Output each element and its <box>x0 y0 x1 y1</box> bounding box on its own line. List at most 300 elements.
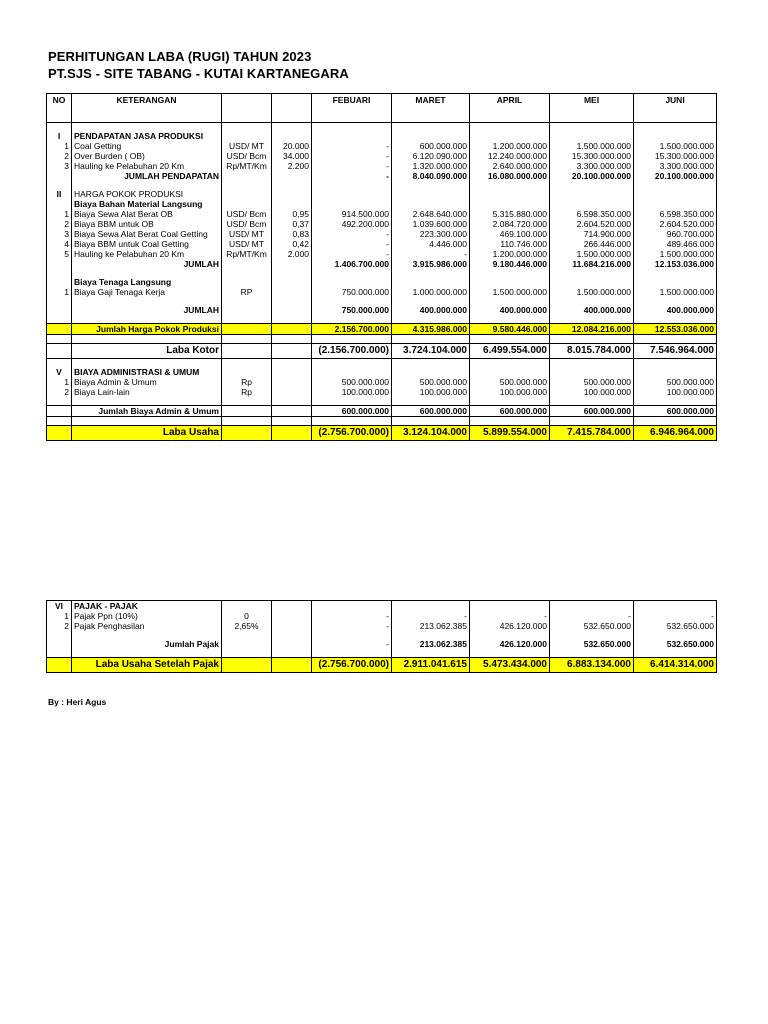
column-header: MARET <box>392 94 470 123</box>
table-cell: 5.899.554.000 <box>470 426 550 441</box>
table-cell: 266.446.000 <box>550 239 634 249</box>
table-cell <box>272 287 312 297</box>
table-cell: - <box>312 249 392 259</box>
table-cell: - <box>312 151 392 161</box>
tax-table <box>46 600 717 673</box>
table-cell <box>550 335 634 344</box>
table-cell: 0,83 <box>272 229 312 239</box>
table-cell <box>634 631 717 639</box>
table-row <box>47 181 717 189</box>
table-cell: 223.300.000 <box>392 229 470 239</box>
table-cell <box>470 601 550 612</box>
table-row <box>47 259 717 269</box>
table-cell <box>222 305 272 315</box>
table-row <box>47 141 717 151</box>
table-row <box>47 269 717 277</box>
table-cell <box>392 601 470 612</box>
table-cell <box>72 335 222 344</box>
table-row <box>47 406 717 417</box>
table-cell: Jumlah Biaya Admin & Umum <box>72 406 222 417</box>
table-cell <box>550 123 634 132</box>
table-cell: 500.000.000 <box>634 377 717 387</box>
table-cell <box>47 406 72 417</box>
table-cell <box>634 649 717 658</box>
table-cell <box>392 649 470 658</box>
table-cell: 2.084.720.000 <box>470 219 550 229</box>
table-cell: Hauling ke Pelabuhan 20 Km <box>72 161 222 171</box>
table-cell <box>312 397 392 406</box>
table-cell <box>550 277 634 287</box>
table-row <box>47 377 717 387</box>
table-cell <box>222 397 272 406</box>
table-cell <box>222 181 272 189</box>
table-cell <box>272 649 312 658</box>
table-cell: 1.000.000.000 <box>392 287 470 297</box>
table-cell: Laba Usaha <box>72 426 222 441</box>
table-cell: 1 <box>47 611 72 621</box>
table-cell <box>222 259 272 269</box>
table-cell <box>272 387 312 397</box>
table-cell <box>312 297 392 305</box>
table-cell <box>272 359 312 368</box>
table-row <box>47 189 717 199</box>
table-cell: JUMLAH <box>72 259 222 269</box>
table-cell: 20.000 <box>272 141 312 151</box>
table-cell <box>550 397 634 406</box>
table-cell <box>222 426 272 441</box>
table-cell: 2 <box>47 387 72 397</box>
table-cell <box>47 344 72 359</box>
table-cell: 6.946.964.000 <box>634 426 717 441</box>
table-cell: - <box>392 249 470 259</box>
table-cell: 2.604.520.000 <box>550 219 634 229</box>
table-cell: 1.500.000.000 <box>470 287 550 297</box>
table-cell: 914.500.000 <box>312 209 392 219</box>
table-cell <box>222 658 272 673</box>
table-cell: 213.062.385 <box>392 621 470 631</box>
table-cell <box>634 181 717 189</box>
table-cell: 15.300.000.000 <box>634 151 717 161</box>
table-cell: 3.300.000.000 <box>634 161 717 171</box>
table-cell <box>47 397 72 406</box>
table-row <box>47 161 717 171</box>
table-cell <box>272 397 312 406</box>
table-cell: JUMLAH <box>72 305 222 315</box>
table-cell <box>550 359 634 368</box>
table-cell <box>312 417 392 426</box>
table-cell: 1.200.000.000 <box>470 249 550 259</box>
table-cell <box>47 649 72 658</box>
table-row <box>47 209 717 219</box>
table-cell <box>634 297 717 305</box>
table-cell: 714.900.000 <box>550 229 634 239</box>
table-cell: 2.000 <box>272 249 312 259</box>
table-cell: 600.000.000 <box>470 406 550 417</box>
table-row <box>47 335 717 344</box>
table-cell <box>272 377 312 387</box>
table-cell: 2.604.520.000 <box>634 219 717 229</box>
table-cell <box>72 359 222 368</box>
table-cell: 7.546.964.000 <box>634 344 717 359</box>
table-row <box>47 277 717 287</box>
table-cell <box>392 123 470 132</box>
table-row <box>47 249 717 259</box>
table-cell <box>470 199 550 209</box>
table-cell: 1.500.000.000 <box>634 141 717 151</box>
table-cell: 20.100.000.000 <box>634 171 717 181</box>
table-row <box>47 359 717 368</box>
table-cell: 6.883.134.000 <box>550 658 634 673</box>
table-cell: PAJAK - PAJAK <box>72 601 222 612</box>
table-cell <box>272 269 312 277</box>
table-cell <box>272 277 312 287</box>
table-cell <box>392 359 470 368</box>
table-cell <box>272 189 312 199</box>
table-cell: Rp/MT/Km <box>222 249 272 259</box>
table-cell: 12.553.036.000 <box>634 324 717 335</box>
table-cell <box>470 397 550 406</box>
table-row <box>47 219 717 229</box>
table-cell <box>222 131 272 141</box>
table-row <box>47 649 717 658</box>
table-cell: 500.000.000 <box>550 377 634 387</box>
table-cell: 1.500.000.000 <box>550 287 634 297</box>
table-cell <box>550 631 634 639</box>
table-cell <box>272 199 312 209</box>
table-cell: 3.300.000.000 <box>550 161 634 171</box>
table-cell <box>72 269 222 277</box>
table-cell <box>272 131 312 141</box>
table-cell <box>312 181 392 189</box>
column-header: NO <box>47 94 72 123</box>
table-cell <box>272 621 312 631</box>
table-cell <box>392 335 470 344</box>
table-cell <box>550 131 634 141</box>
table-cell: 6.499.554.000 <box>470 344 550 359</box>
table-cell <box>634 269 717 277</box>
table-cell <box>272 305 312 315</box>
table-row <box>47 199 717 209</box>
table-cell <box>47 324 72 335</box>
table-cell: 400.000.000 <box>470 305 550 315</box>
table-cell <box>634 601 717 612</box>
table-cell: 2.640.000.000 <box>470 161 550 171</box>
table-cell <box>392 181 470 189</box>
table-cell <box>634 123 717 132</box>
table-cell <box>392 297 470 305</box>
table-cell: 0 <box>222 611 272 621</box>
table-cell: 11.684.216.000 <box>550 259 634 269</box>
table-cell: 3 <box>47 229 72 239</box>
table-cell: Hauling ke Pelabuhan 20 Km <box>72 249 222 259</box>
table-row <box>47 123 717 132</box>
table-cell: 2 <box>47 621 72 631</box>
table-cell: 100.000.000 <box>470 387 550 397</box>
table-cell <box>470 335 550 344</box>
table-cell <box>47 359 72 368</box>
table-cell: 1.500.000.000 <box>634 249 717 259</box>
table-cell: Rp/MT/Km <box>222 161 272 171</box>
table-cell <box>222 123 272 132</box>
table-cell: 20.100.000.000 <box>550 171 634 181</box>
table-cell: RP <box>222 287 272 297</box>
table-cell <box>47 181 72 189</box>
table-cell: 5.315.880.000 <box>470 209 550 219</box>
table-cell: 426.120.000 <box>470 621 550 631</box>
table-cell <box>470 417 550 426</box>
table-cell: 100.000.000 <box>392 387 470 397</box>
table-cell: 3.915.986.000 <box>392 259 470 269</box>
table-cell <box>47 631 72 639</box>
table-cell: 5 <box>47 249 72 259</box>
table-cell <box>222 315 272 324</box>
table-row <box>47 131 717 141</box>
table-cell: Laba Kotor <box>72 344 222 359</box>
table-cell <box>47 171 72 181</box>
table-cell <box>470 315 550 324</box>
table-cell: I <box>47 131 72 141</box>
table-cell: - <box>634 611 717 621</box>
table-cell <box>634 277 717 287</box>
profit-loss-table <box>46 93 717 441</box>
report-title: PERHITUNGAN LABA (RUGI) TAHUN 2023 <box>48 49 312 64</box>
table-cell: 489.466.000 <box>634 239 717 249</box>
table-row <box>47 171 717 181</box>
table-cell <box>222 171 272 181</box>
column-header: APRIL <box>470 94 550 123</box>
table-cell: 3.724.104.000 <box>392 344 470 359</box>
table-cell: 532.650.000 <box>550 621 634 631</box>
table-cell: BIAYA ADMINISTRASI & UMUM <box>72 367 222 377</box>
table-cell: 15.300.000.000 <box>550 151 634 161</box>
table-cell <box>550 269 634 277</box>
table-cell: USD/ MT <box>222 141 272 151</box>
table-cell: 2 <box>47 151 72 161</box>
table-cell: 6.598.350.000 <box>550 209 634 219</box>
table-cell: 5.473.434.000 <box>470 658 550 673</box>
table-cell <box>222 417 272 426</box>
table-cell: Laba Usaha Setelah Pajak <box>72 658 222 673</box>
table-cell: 1.039.600.000 <box>392 219 470 229</box>
table-cell <box>312 631 392 639</box>
table-cell <box>47 199 72 209</box>
table-cell <box>272 259 312 269</box>
table-cell <box>392 277 470 287</box>
table-cell: USD/ Bcm <box>222 151 272 161</box>
table-cell <box>550 181 634 189</box>
table-cell <box>470 367 550 377</box>
table-cell <box>312 199 392 209</box>
table-row <box>47 367 717 377</box>
table-cell <box>550 367 634 377</box>
table-cell: 1.500.000.000 <box>550 141 634 151</box>
table-cell <box>222 199 272 209</box>
table-cell: Pajak Ppn (10%) <box>72 611 222 621</box>
table-cell: PENDAPATAN JASA PRODUKSI <box>72 131 222 141</box>
table-cell: Biaya Bahan Material Langsung <box>72 199 222 209</box>
table-cell <box>272 639 312 649</box>
table-cell: 469.100.000 <box>470 229 550 239</box>
table-cell <box>272 367 312 377</box>
table-cell: (2.756.700.000) <box>312 658 392 673</box>
table-cell: 600.000.000 <box>634 406 717 417</box>
table-cell <box>222 277 272 287</box>
table-cell <box>47 335 72 344</box>
table-cell: - <box>312 639 392 649</box>
table-cell: Biaya BBM untuk OB <box>72 219 222 229</box>
table-cell <box>550 297 634 305</box>
table-cell <box>272 335 312 344</box>
table-cell <box>312 601 392 612</box>
table-cell: 960.700.000 <box>634 229 717 239</box>
table-cell <box>72 123 222 132</box>
table-cell: 532.650.000 <box>634 639 717 649</box>
table-cell <box>72 649 222 658</box>
table-cell <box>634 335 717 344</box>
table-cell <box>470 631 550 639</box>
table-cell <box>222 367 272 377</box>
table-row <box>47 344 717 359</box>
table-cell: 12.084.216.000 <box>550 324 634 335</box>
table-row <box>47 297 717 305</box>
table-cell: JUMLAH PENDAPATAN <box>72 171 222 181</box>
table-row <box>47 601 717 612</box>
table-cell <box>222 359 272 368</box>
table-cell: 9.580.446.000 <box>470 324 550 335</box>
table-cell: 750.000.000 <box>312 305 392 315</box>
table-cell <box>392 367 470 377</box>
table-cell <box>634 367 717 377</box>
table-cell <box>392 631 470 639</box>
table-cell <box>392 397 470 406</box>
table-cell <box>634 397 717 406</box>
table-cell: 16.080.000.000 <box>470 171 550 181</box>
table-cell <box>222 189 272 199</box>
table-cell <box>550 189 634 199</box>
table-cell: Coal Getting <box>72 141 222 151</box>
table-cell: Biaya Admin & Umum <box>72 377 222 387</box>
column-header <box>222 94 272 123</box>
table-cell: 100.000.000 <box>550 387 634 397</box>
table-cell <box>392 269 470 277</box>
table-cell <box>470 277 550 287</box>
table-cell: 400.000.000 <box>550 305 634 315</box>
table-cell: 500.000.000 <box>470 377 550 387</box>
table-cell: 0,42 <box>272 239 312 249</box>
table-cell: 1.320.000.000 <box>392 161 470 171</box>
table-cell: 6.414.314.000 <box>634 658 717 673</box>
table-cell <box>222 324 272 335</box>
table-cell: - <box>392 611 470 621</box>
table-cell <box>47 658 72 673</box>
table-cell <box>72 315 222 324</box>
table-row <box>47 611 717 621</box>
header-row <box>47 94 717 123</box>
table-cell: 4.315.986.000 <box>392 324 470 335</box>
table-cell: 1.200.000.000 <box>470 141 550 151</box>
table-cell: 1 <box>47 377 72 387</box>
table-cell: USD/ Bcm <box>222 219 272 229</box>
table-cell <box>222 335 272 344</box>
table-cell: 400.000.000 <box>634 305 717 315</box>
table-cell: 8.015.784.000 <box>550 344 634 359</box>
table-cell: - <box>550 611 634 621</box>
table-cell: - <box>312 239 392 249</box>
table-cell <box>550 417 634 426</box>
table-cell: HARGA POKOK PRODUKSI <box>72 189 222 199</box>
table-cell <box>272 611 312 621</box>
table-cell <box>470 181 550 189</box>
table-cell: - <box>312 229 392 239</box>
column-header: KETERANGAN <box>72 94 222 123</box>
table-cell: Rp <box>222 377 272 387</box>
table-cell: 100.000.000 <box>312 387 392 397</box>
table-row <box>47 397 717 406</box>
table-cell: 0,37 <box>272 219 312 229</box>
table-cell: 2.200 <box>272 161 312 171</box>
table-cell: 4 <box>47 239 72 249</box>
table-row <box>47 621 717 631</box>
table-cell <box>634 131 717 141</box>
table-cell <box>312 269 392 277</box>
table-row <box>47 324 717 335</box>
table-cell: Over Burden ( OB) <box>72 151 222 161</box>
table-cell <box>222 649 272 658</box>
table-cell <box>550 315 634 324</box>
table-cell <box>272 426 312 441</box>
table-row <box>47 658 717 673</box>
table-cell <box>470 131 550 141</box>
table-cell: USD/ MT <box>222 239 272 249</box>
table-cell: - <box>312 141 392 151</box>
table-cell <box>272 344 312 359</box>
table-cell: 7.415.784.000 <box>550 426 634 441</box>
table-cell: 12.153.036.000 <box>634 259 717 269</box>
table-cell: 1 <box>47 287 72 297</box>
table-cell <box>312 315 392 324</box>
table-cell <box>72 181 222 189</box>
table-cell: 9.180.446.000 <box>470 259 550 269</box>
table-cell: 600.000.000 <box>392 406 470 417</box>
table-cell: 2,65% <box>222 621 272 631</box>
table-cell: USD/ Bcm <box>222 209 272 219</box>
table-cell: Jumlah Harga Pokok Produksi <box>72 324 222 335</box>
table-cell: 3.124.104.000 <box>392 426 470 441</box>
table-cell: 492.200.000 <box>312 219 392 229</box>
table-cell: Jumlah Pajak <box>72 639 222 649</box>
table-cell <box>47 123 72 132</box>
table-cell <box>470 269 550 277</box>
table-row <box>47 631 717 639</box>
table-cell: - <box>312 161 392 171</box>
table-row <box>47 305 717 315</box>
table-cell: 2.911.041.615 <box>392 658 470 673</box>
table-cell <box>312 359 392 368</box>
table-cell <box>470 297 550 305</box>
table-cell: VI <box>47 601 72 612</box>
table-cell <box>312 649 392 658</box>
table-cell: Biaya Sewa Alat Berat Coal Getting <box>72 229 222 239</box>
table-cell: 400.000.000 <box>392 305 470 315</box>
author-credit: By : Heri Agus <box>48 697 107 707</box>
table-cell <box>392 131 470 141</box>
table-cell: 1.406.700.000 <box>312 259 392 269</box>
table-cell: Rp <box>222 387 272 397</box>
table-cell <box>47 269 72 277</box>
table-cell <box>634 199 717 209</box>
table-row <box>47 287 717 297</box>
table-cell: Biaya Sewa Alat Berat OB <box>72 209 222 219</box>
